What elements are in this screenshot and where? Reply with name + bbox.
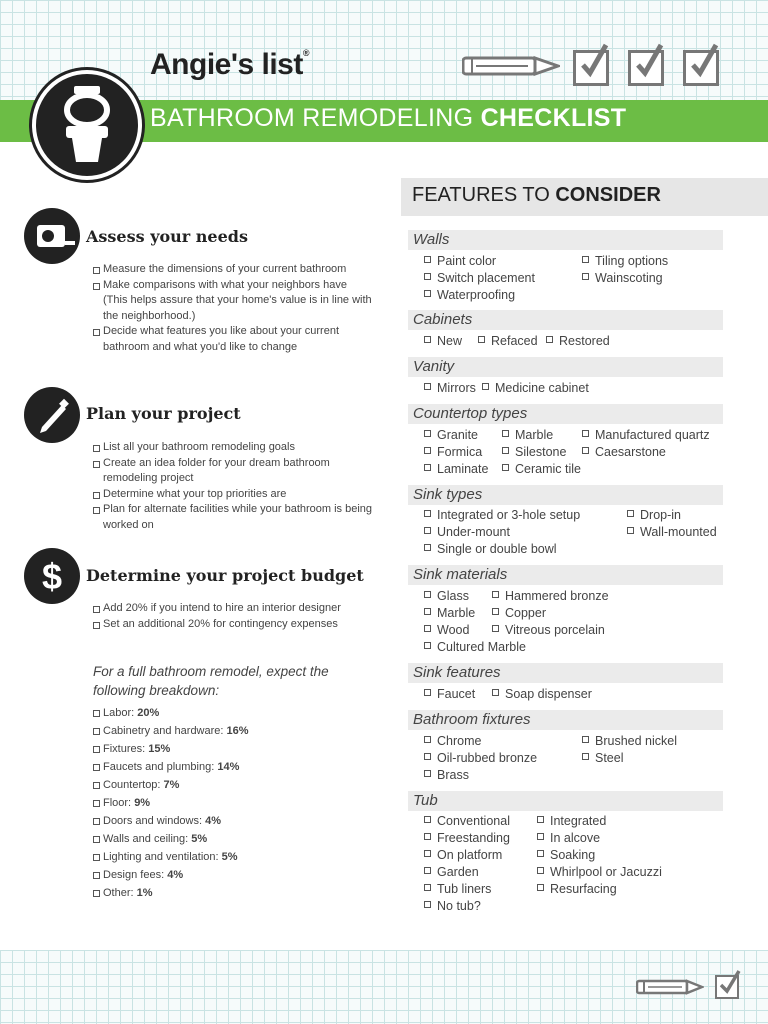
section-heading-plan: Plan your project xyxy=(86,404,241,423)
category-tub: Tub xyxy=(413,792,438,809)
option-item: Switch placement xyxy=(424,271,535,285)
option-item: Garden xyxy=(424,865,479,879)
option-item: Restored xyxy=(546,334,610,348)
option-item: Under-mount xyxy=(424,525,510,539)
list-item: Countertop: 7% xyxy=(93,776,373,794)
option-item: Mirrors xyxy=(424,381,476,395)
list-item: Plan for alternate facilities while your bathroom is being worked on xyxy=(93,502,373,533)
option-item: Faucet xyxy=(424,687,475,701)
cost-breakdown-list xyxy=(93,704,373,902)
option-item: Brushed nickel xyxy=(582,734,677,748)
option-item: Medicine cabinet xyxy=(482,381,589,395)
category-walls: Walls xyxy=(413,231,450,248)
pencil-circle-icon xyxy=(24,387,80,443)
option-item: Granite xyxy=(424,428,478,442)
list-item: Add 20% if you intend to hire an interior designer xyxy=(93,601,373,617)
list-item: List all your bathroom remodeling goals xyxy=(93,440,373,456)
option-item: Whirlpool or Jacuzzi xyxy=(537,865,662,879)
option-item: Soap dispenser xyxy=(492,687,592,701)
option-item: Drop-in xyxy=(627,508,681,522)
pencil-icon xyxy=(636,978,704,996)
option-item: Hammered bronze xyxy=(492,589,609,603)
features-title: FEATURES TO CONSIDER xyxy=(412,184,661,206)
list-item: Other: 1% xyxy=(93,884,373,902)
list-item: Fixtures: 15% xyxy=(93,740,373,758)
list-item: Labor: 20% xyxy=(93,704,373,722)
svg-text:$: $ xyxy=(41,556,63,597)
option-item: Resurfacing xyxy=(537,882,617,896)
option-item: Manufactured quartz xyxy=(582,428,710,442)
list-item: Cabinetry and hardware: 16% xyxy=(93,722,373,740)
option-item: In alcove xyxy=(537,831,600,845)
option-item: Chrome xyxy=(424,734,481,748)
category-vanity: Vanity xyxy=(413,358,455,375)
tape-measure-icon xyxy=(24,208,80,264)
section-heading-assess: Assess your needs xyxy=(86,227,248,246)
option-item: Steel xyxy=(582,751,624,765)
option-item: Wood xyxy=(424,623,469,637)
list-item: Design fees: 4% xyxy=(93,866,373,884)
option-item: Silestone xyxy=(502,445,566,459)
option-item: Oil-rubbed bronze xyxy=(424,751,537,765)
option-item: New xyxy=(424,334,462,348)
dollar-icon xyxy=(24,548,80,604)
assess-checklist xyxy=(93,262,373,355)
option-item: Single or double bowl xyxy=(424,542,557,556)
option-item: Integrated or 3-hole setup xyxy=(424,508,580,522)
option-item: Freestanding xyxy=(424,831,510,845)
option-item: Brass xyxy=(424,768,469,782)
angies-list-logo: Angie's list® xyxy=(150,48,309,81)
option-item: Marble xyxy=(502,428,553,442)
option-item: Integrated xyxy=(537,814,606,828)
category-cabinets: Cabinets xyxy=(413,311,473,328)
toilet-badge xyxy=(32,70,142,180)
option-item: Vitreous porcelain xyxy=(492,623,605,637)
toilet-icon xyxy=(36,74,138,176)
category-countertop: Countertop types xyxy=(413,405,528,422)
pencil-icon xyxy=(462,55,560,77)
checkbox-checked-icon xyxy=(683,50,719,86)
option-item: Wall-mounted xyxy=(627,525,717,539)
category-bar xyxy=(408,357,723,377)
list-item: Decide what features you like about your current bathroom and what you'd like to change xyxy=(93,324,373,355)
option-item: Cultured Marble xyxy=(424,640,526,654)
list-item: Faucets and plumbing: 14% xyxy=(93,758,373,776)
section-heading-budget: Determine your project budget xyxy=(86,566,364,585)
option-item: Soaking xyxy=(537,848,595,862)
budget-checklist xyxy=(93,601,373,632)
option-item: Paint color xyxy=(424,254,496,268)
list-item: Make comparisons with what your neighbors have (This helps assure that your home's value is in line with the neighborhood.) xyxy=(93,278,373,325)
list-item: Measure the dimensions of your current bathroom xyxy=(93,262,373,278)
list-item: Doors and windows: 4% xyxy=(93,812,373,830)
list-item: Create an idea folder for your dream bathroom remodeling project xyxy=(93,456,373,487)
option-item: Formica xyxy=(424,445,482,459)
category-sink-materials: Sink materials xyxy=(413,566,508,583)
option-item: Waterproofing xyxy=(424,288,515,302)
list-item: Floor: 9% xyxy=(93,794,373,812)
option-item: Tiling options xyxy=(582,254,668,268)
option-item: Refaced xyxy=(478,334,538,348)
category-fixtures: Bathroom fixtures xyxy=(413,711,531,728)
option-item: Marble xyxy=(424,606,475,620)
category-sink-types: Sink types xyxy=(413,486,483,503)
category-sink-features: Sink features xyxy=(413,664,501,681)
category-bar xyxy=(408,791,723,811)
list-item: Walls and ceiling: 5% xyxy=(93,830,373,848)
option-item: Ceramic tile xyxy=(502,462,581,476)
page-title: BATHROOM REMODELING CHECKLIST xyxy=(150,104,627,132)
list-item: Determine what your top priorities are xyxy=(93,487,373,503)
list-item: Lighting and ventilation: 5% xyxy=(93,848,373,866)
breakdown-intro: For a full bathroom remodel, expect the following breakdown: xyxy=(93,664,329,698)
option-item: Conventional xyxy=(424,814,510,828)
checkbox-checked-icon xyxy=(628,50,664,86)
option-item: On platform xyxy=(424,848,502,862)
option-item: Tub liners xyxy=(424,882,491,896)
option-item: No tub? xyxy=(424,899,481,913)
option-item: Caesarstone xyxy=(582,445,666,459)
plan-checklist xyxy=(93,440,373,533)
checkbox-checked-icon xyxy=(715,975,739,999)
list-item: Set an additional 20% for contingency expenses xyxy=(93,617,373,633)
option-item: Wainscoting xyxy=(582,271,663,285)
category-bar xyxy=(408,230,723,250)
option-item: Copper xyxy=(492,606,546,620)
checkbox-checked-icon xyxy=(573,50,609,86)
option-item: Laminate xyxy=(424,462,488,476)
option-item: Glass xyxy=(424,589,469,603)
